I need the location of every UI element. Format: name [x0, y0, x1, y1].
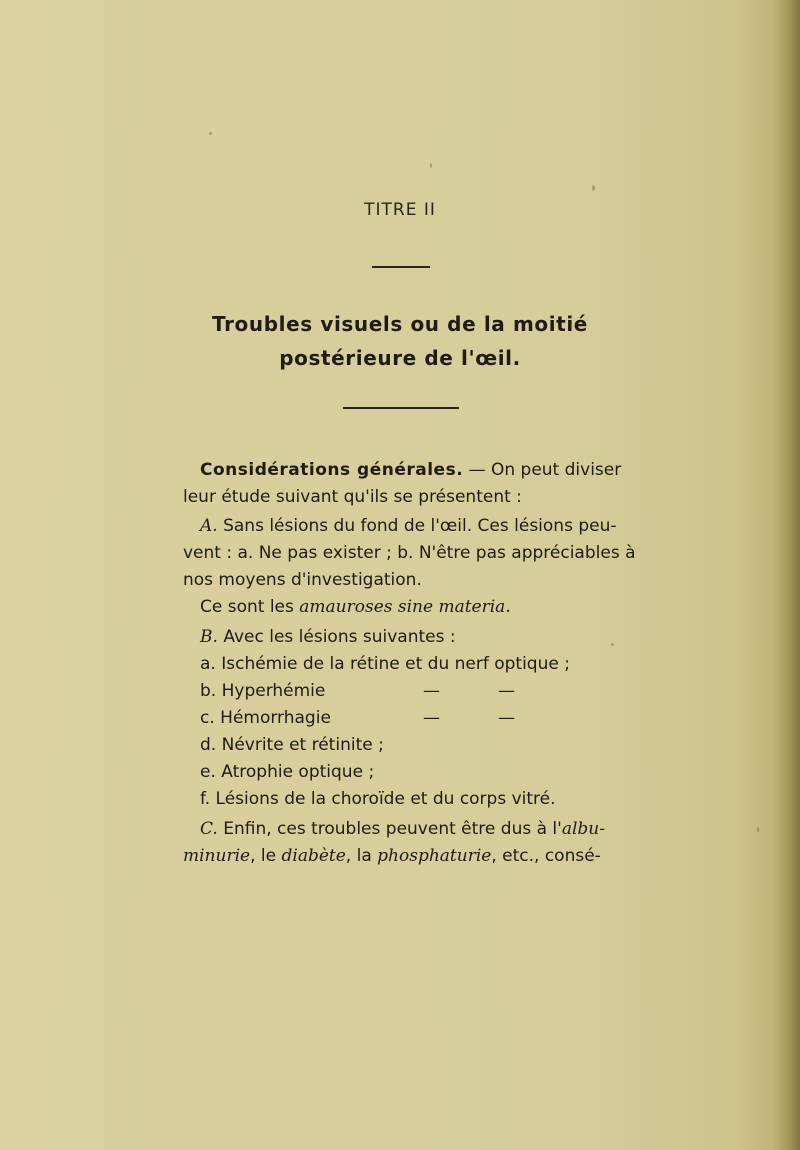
- list-item: e. Atrophie optique ;: [200, 762, 375, 782]
- section-a-line-2: vent : a. Ne pas exister ; b. N'être pas appréciables à: [183, 543, 636, 563]
- section-c-line-1: [200, 816, 605, 843]
- paper-speck: [757, 827, 759, 832]
- intro-line-1-rest: — On peut diviser: [468, 460, 622, 480]
- list-item: f. Lésions de la choroïde et du corps vitré.: [200, 789, 556, 809]
- paper-speck: [209, 132, 212, 135]
- section-b-intro-text: Avec les lésions suivantes :: [223, 627, 456, 647]
- chapter-divider: [343, 407, 459, 409]
- list-item: d. Névrite et rétinite ;: [200, 735, 384, 755]
- section-a-line-1: [200, 513, 617, 540]
- section-a-line-4: [200, 594, 511, 621]
- intro-line-2: leur étude suivant qu'ils se présentent :: [183, 487, 522, 507]
- paper-speck: [611, 643, 614, 646]
- section-c-line-2-rest: , etc., consé-: [491, 846, 601, 866]
- ditto-dash: —: [498, 681, 515, 701]
- section-a-line-4-italic: amauroses sine materia.: [299, 597, 511, 617]
- section-b-intro: [200, 624, 456, 651]
- list-item: [200, 678, 515, 705]
- term-albuminurie: minurie: [183, 846, 251, 866]
- chapter-title-line-2: postérieure de l'œil.: [279, 346, 521, 370]
- section-a-line-3: nos moyens d'investigation.: [183, 570, 422, 590]
- separator: , le: [250, 846, 282, 866]
- ditto-dash: —: [423, 681, 440, 701]
- title-divider: [372, 266, 430, 268]
- term-diabete: diabète: [281, 846, 346, 866]
- section-a-line-4-prefix: Ce sont les: [200, 597, 294, 617]
- separator: , la: [345, 846, 378, 866]
- section-c-line-1-italic: albu-: [561, 819, 605, 839]
- section-a-line-1-rest: Sans lésions du fond de l'œil. Ces lésions peu-: [223, 516, 617, 536]
- section-heading: Considérations générales.: [200, 460, 464, 480]
- ditto-dash: —: [423, 708, 440, 728]
- list-item-text: b. Hyperhémie: [200, 681, 326, 701]
- term-phosphaturie: phosphaturie: [377, 846, 492, 866]
- list-item: a. Ischémie de la rétine et du nerf optique ;: [200, 654, 570, 674]
- paper-speck: [430, 163, 432, 168]
- section-c-line-1-text: Enfin, ces troubles peuvent être dus à l': [223, 819, 562, 839]
- ditto-dash: —: [498, 708, 515, 728]
- section-b-letter: B.: [200, 627, 218, 647]
- section-c-letter: C.: [200, 819, 218, 839]
- list-item: [200, 705, 515, 732]
- section-a-letter: A.: [200, 516, 218, 536]
- part-title: TITRE II: [364, 200, 436, 220]
- chapter-title-line-1: Troubles visuels ou de la moitié: [212, 312, 588, 336]
- page-edge-shadow: [774, 0, 800, 1150]
- paper-speck: [592, 185, 595, 191]
- intro-line-1: [200, 457, 621, 484]
- list-item-text: c. Hémorrhagie: [200, 708, 331, 728]
- section-c-line-2: [183, 843, 601, 870]
